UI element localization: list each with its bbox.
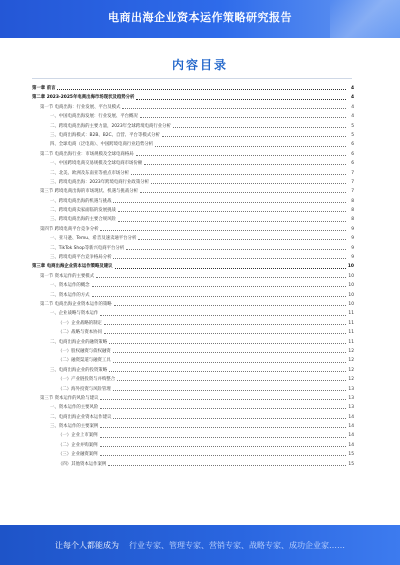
toc-entry-page: 11: [348, 339, 354, 345]
toc-entry-page: 13: [348, 386, 354, 392]
toc-leader-dots: [136, 99, 346, 100]
toc-leader-dots: [108, 465, 346, 466]
toc-entry-page: 15: [348, 452, 354, 458]
toc-entry-title: 第一章 前言: [32, 86, 56, 91]
toc-leader-dots: [100, 427, 346, 428]
toc-entry[interactable]: [32, 150, 354, 159]
toc-entry-title: 二、北美、欧洲及东南亚等重点市场分析: [50, 170, 130, 176]
toc-entry[interactable]: [32, 131, 354, 140]
toc-entry[interactable]: [32, 253, 354, 262]
toc-leader-dots: [57, 89, 346, 90]
header-banner: [0, 0, 400, 38]
toc-entry[interactable]: [32, 272, 354, 281]
toc-entry-page: 7: [351, 189, 354, 195]
toc-leader-dots: [113, 418, 346, 419]
toc-entry-page: 12: [348, 358, 354, 364]
toc-entry[interactable]: [32, 225, 354, 234]
toc-entry-title: 二、资本运作的方式: [50, 292, 90, 298]
toc-leader-dots: [136, 155, 346, 156]
toc-entry-title: 一、跨境电商出海的机遇与挑战: [50, 198, 112, 204]
toc-entry-page: 13: [348, 395, 354, 401]
toc-entry[interactable]: [32, 309, 354, 318]
toc-entry-page: 9: [351, 245, 354, 251]
toc-entry[interactable]: [32, 291, 354, 300]
toc-entry-title: 一、资本运作的主要风险: [50, 405, 99, 411]
toc-leader-dots: [100, 315, 346, 316]
toc-leader-dots: [113, 258, 346, 259]
toc-entry[interactable]: [32, 338, 354, 347]
toc-leader-dots: [92, 286, 346, 287]
toc-entry-page: 12: [348, 367, 354, 373]
toc-entry-page: 9: [351, 236, 354, 242]
toc-entry-title: 一、资本运作的概念: [50, 283, 90, 289]
toc-entry-title: 三、电商出海企业的投资策略: [50, 367, 108, 373]
toc-entry-title: 第三节 跨境电商出海的市场现状、机遇与挑战分析: [40, 189, 138, 195]
toc-leader-dots: [100, 230, 346, 231]
toc-entry[interactable]: [32, 206, 354, 215]
toc-entry-page: 4: [350, 95, 354, 101]
toc-entry[interactable]: [32, 403, 354, 412]
toc-heading: 内容目录: [171, 58, 228, 72]
toc-entry-title: （二）海外投资与风险管理: [58, 386, 111, 392]
toc-entry[interactable]: [32, 385, 354, 394]
toc-entry-title: 三、跨境电商出海的主要合规风险: [50, 217, 116, 223]
toc-leader-dots: [100, 399, 346, 400]
toc-leader-dots: [118, 221, 346, 222]
toc-entry-page: 5: [351, 123, 354, 129]
toc-entry[interactable]: [32, 122, 354, 131]
toc-entry[interactable]: [32, 103, 354, 112]
toc-entry-page: 8: [351, 198, 354, 204]
toc-entry-title: 三、资本运作的主要案例: [50, 424, 99, 430]
toc-leader-dots: [104, 333, 346, 334]
footer-slogan: 让每个人都能成为: [55, 540, 119, 550]
table-of-contents: [32, 84, 354, 469]
toc-entry-title: 三、跨境电商出海：2023年跨境电商行业政策分析: [50, 179, 149, 185]
toc-entry-title: （一）产业链投资与并购整合: [58, 377, 116, 383]
toc-entry[interactable]: [32, 441, 354, 450]
toc-entry-title: 一、企业战略与资本运作: [50, 311, 99, 317]
toc-entry-page: 8: [351, 208, 354, 214]
toc-leader-dots: [104, 324, 346, 325]
toc-leader-dots: [151, 183, 346, 184]
toc-leader-dots: [115, 268, 346, 269]
footer-banner: [0, 525, 400, 565]
toc-entry[interactable]: [32, 394, 354, 403]
toc-entry-title: （一）企业战略的制定: [58, 320, 102, 326]
toc-leader-dots: [140, 192, 346, 193]
toc-entry-page: 9: [351, 255, 354, 261]
toc-entry-page: 4: [350, 86, 354, 91]
toc-entry-page: 11: [348, 311, 354, 317]
toc-leader-dots: [113, 352, 346, 353]
toc-leader-dots: [113, 202, 346, 203]
toc-entry-title: （二）融资渠道与融资工具: [58, 358, 111, 364]
toc-entry-page: 6: [351, 151, 354, 157]
toc-leader-dots: [113, 362, 346, 363]
toc-heading-divider: [32, 78, 352, 79]
toc-entry[interactable]: [32, 169, 354, 178]
toc-entry-title: 第三节 资本运作的风险与建议: [40, 395, 99, 401]
toc-entry[interactable]: [32, 84, 354, 93]
toc-entry[interactable]: [32, 356, 354, 365]
toc-entry-page: 6: [351, 161, 354, 167]
toc-entry-page: 6: [351, 142, 354, 148]
toc-entry-page: 12: [348, 377, 354, 383]
toc-entry[interactable]: [32, 187, 354, 196]
toc-entry-page: 4: [351, 114, 354, 120]
toc-entry-title: 第一节 资本运作的主要模式: [40, 273, 95, 279]
toc-entry-page: 12: [348, 348, 354, 354]
toc-entry[interactable]: [32, 178, 354, 187]
toc-entry-page: 9: [351, 226, 354, 232]
toc-leader-dots: [92, 296, 346, 297]
toc-leader-dots: [109, 343, 346, 344]
toc-leader-dots: [126, 249, 346, 250]
toc-entry-page: 14: [348, 424, 354, 430]
toc-entry-page: 14: [348, 433, 354, 439]
toc-entry-title: 二、电商出海企业的融资策略: [50, 339, 108, 345]
toc-leader-dots: [173, 127, 346, 128]
toc-entry-title: （一）股权融资与债权融资: [58, 348, 111, 354]
toc-entry-page: 10: [348, 292, 354, 298]
toc-entry[interactable]: [32, 197, 354, 206]
toc-entry-title: 一、中国跨境电商交易规模及全球电商市场份额: [50, 161, 143, 167]
toc-leader-dots: [117, 380, 346, 381]
toc-entry[interactable]: [32, 93, 354, 102]
toc-entry[interactable]: [32, 159, 354, 168]
toc-entry-title: 三、电商出海模式：B2B、B2C、自营、平台等模式分析: [50, 132, 160, 138]
toc-entry-title: 二、跨境电商卖家面临的发展挑战: [50, 208, 116, 214]
toc-entry[interactable]: [32, 422, 354, 431]
toc-entry-page: 10: [348, 283, 354, 289]
toc-entry-page: 10: [348, 273, 354, 279]
toc-entry[interactable]: [32, 300, 354, 309]
toc-entry-page: 7: [351, 179, 354, 185]
toc-entry-page: 13: [348, 405, 354, 411]
toc-entry-title: （二）战略与资本协同: [58, 330, 102, 336]
toc-entry-page: 11: [348, 330, 354, 336]
toc-entry-title: 一、中国电商出海发展：行业发展、平台概况: [50, 114, 138, 120]
toc-entry-title: 二、电商出海企业资本运作建议: [50, 414, 112, 420]
toc-entry-title: （三）企业融资案例: [58, 452, 98, 458]
footer-tagline: 行业专家、管理专家、营销专家、战略专家、成功企业家……: [129, 540, 345, 550]
toc-entry[interactable]: [32, 375, 354, 384]
toc-leader-dots: [100, 455, 346, 456]
toc-entry-title: 二、TikTok Shop等新兴电商平台分析: [50, 245, 125, 251]
toc-entry[interactable]: [32, 347, 354, 356]
toc-entry-title: 二、跨境电商出海的主要力量，2023年全球跨境电商行业分析: [50, 123, 171, 129]
toc-entry-page: 10: [348, 301, 354, 307]
toc-entry-title: 第二章 2023-2025年电商出海市场现状及趋势分析: [32, 95, 135, 101]
toc-entry-page: 7: [351, 170, 354, 176]
toc-entry-page: 14: [348, 414, 354, 420]
toc-leader-dots: [162, 136, 346, 137]
toc-entry-title: （二）企业并购案例: [58, 442, 98, 448]
toc-entry-title: （四）其他资本运作案例: [58, 461, 107, 467]
toc-entry[interactable]: [32, 262, 354, 271]
toc-entry-title: 第三章 电商出海企业资本运作策略及建议: [32, 264, 113, 270]
toc-entry-title: 第一节 电商出海：行业发展、平台及模式: [40, 104, 121, 110]
toc-leader-dots: [138, 239, 346, 240]
toc-leader-dots: [109, 371, 346, 372]
toc-leader-dots: [96, 277, 346, 278]
toc-entry-title: （一）企业上市案例: [58, 433, 98, 439]
toc-entry[interactable]: [32, 366, 354, 375]
toc-entry-page: 10: [347, 264, 354, 270]
toc-leader-dots: [100, 446, 346, 447]
toc-entry[interactable]: [32, 140, 354, 149]
toc-entry-page: 4: [351, 104, 354, 110]
toc-entry-title: 四、全球电商（泛电商）、中国跨境电商行业趋势分析: [50, 142, 154, 148]
toc-entry[interactable]: [32, 413, 354, 422]
toc-leader-dots: [155, 146, 346, 147]
toc-entry-page: 11: [348, 320, 354, 326]
toc-entry-title: 第二节 电商出海企业资本运作的策略: [40, 301, 112, 307]
toc-leader-dots: [118, 211, 346, 212]
toc-entry-page: 14: [348, 442, 354, 448]
toc-leader-dots: [131, 174, 346, 175]
toc-leader-dots: [100, 408, 346, 409]
toc-entry-title: 三、跨境电商平台竞争格局分析: [50, 255, 112, 261]
toc-leader-dots: [100, 437, 346, 438]
toc-entry[interactable]: [32, 319, 354, 328]
toc-leader-dots: [114, 305, 346, 306]
toc-entry[interactable]: [32, 431, 354, 440]
toc-entry[interactable]: [32, 328, 354, 337]
toc-entry-title: 第二节 电商出海行业：市场规模及全球电商格局: [40, 151, 134, 157]
toc-entry[interactable]: [32, 244, 354, 253]
toc-entry[interactable]: [32, 215, 354, 224]
document-title: 电商出海企业资本运作策略研究报告: [108, 11, 292, 24]
toc-leader-dots: [140, 117, 346, 118]
toc-entry[interactable]: [32, 281, 354, 290]
toc-entry[interactable]: [32, 234, 354, 243]
toc-entry[interactable]: [32, 450, 354, 459]
toc-entry-page: 5: [351, 132, 354, 138]
toc-entry-title: 一、亚马逊、Temu、希音及速卖通平台分析: [50, 236, 137, 242]
toc-entry[interactable]: [32, 460, 354, 469]
toc-leader-dots: [122, 108, 346, 109]
toc-leader-dots: [144, 164, 346, 165]
toc-leader-dots: [113, 390, 346, 391]
toc-entry-page: 8: [351, 217, 354, 223]
toc-entry[interactable]: [32, 112, 354, 121]
toc-entry-page: 15: [348, 461, 354, 467]
toc-entry-title: 第四节 跨境电商平台竞争分析: [40, 226, 99, 232]
